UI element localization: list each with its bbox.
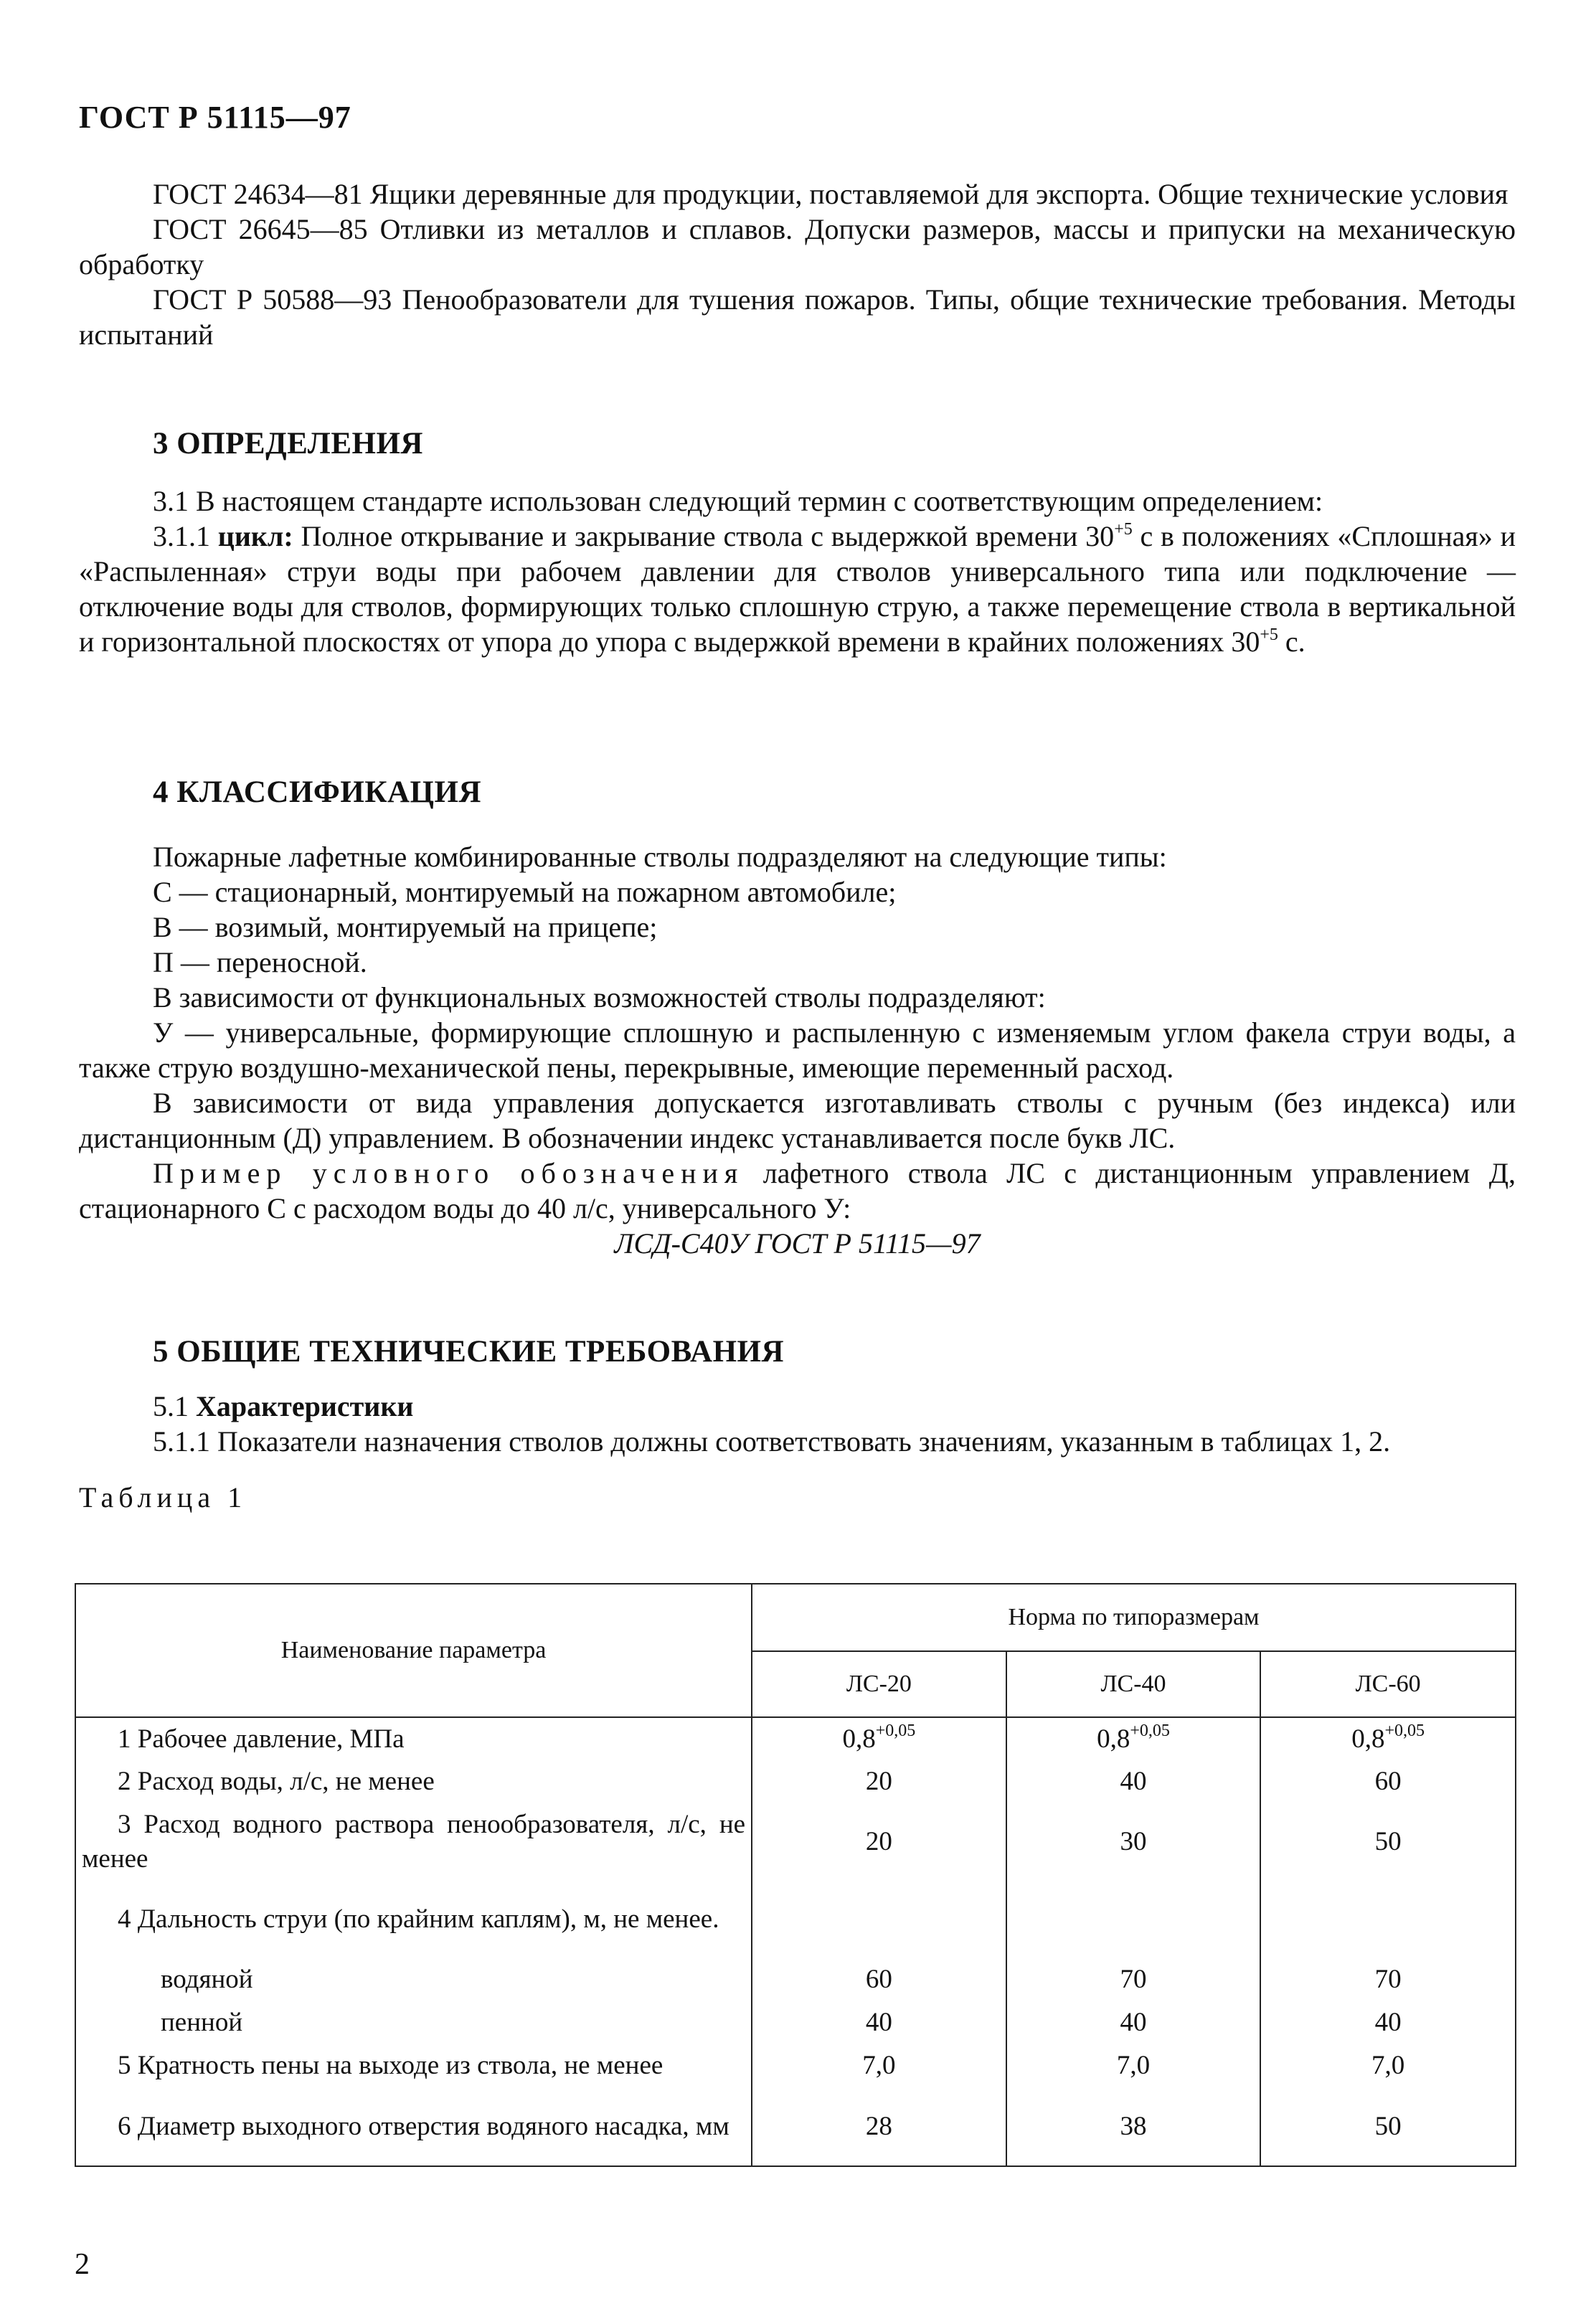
normative-references-continued <box>79 176 1516 352</box>
table-row: водяной 60 70 70 <box>75 1958 1516 2001</box>
document-header-code: ГОСТ Р 51115—97 <box>79 100 351 135</box>
page-number: 2 <box>75 2248 90 2281</box>
section-general-requirements <box>79 1334 1516 1515</box>
table-row: 4 Дальность струи (по крайним каплям), м, не менее. <box>75 1881 1516 1958</box>
column-header-ls40: ЛС-40 <box>1006 1651 1261 1717</box>
subsection-5-1: 5.1 Характеристики <box>153 1390 414 1422</box>
table-row: 5 Кратность пены на выходе из ствола, не менее 7,0 7,0 7,0 <box>75 2044 1516 2087</box>
table-row: 1 Рабочее давление, МПа $0,8^{+0,05}$ $0,8^{+0,05}$ $0,8^{+0,05}$ <box>75 1717 1516 1760</box>
section-heading: 4 КЛАССИФИКАЦИЯ <box>153 775 481 809</box>
designation-code: ЛСД-С40У ГОСТ Р 51115—97 <box>614 1227 981 1260</box>
classification-line: П — переносной. <box>153 946 367 978</box>
designation-example: Пример условного обозначения лафетного ствола ЛС с дистанционным управлением Д, стационарного С с расходом воды до 40 л/с, универсального У: <box>79 1157 1516 1224</box>
section-heading: 3 ОПРЕДЕЛЕНИЯ <box>153 427 423 461</box>
reference-item: ГОСТ 26645—85 Отливки из металлов и сплавов. Допуски размеров, массы и припуски на механическую обработку <box>79 213 1516 280</box>
classification-control: В зависимости от вида управления допускается изготавливать стволы с ручным (без индекса) или дистанционным (Д) управлением. В обозначении индекс устанавливается после букв ЛС. <box>79 1087 1516 1154</box>
paragraph-3-1-1: 3.1.1 цикл: Полное открывание и закрывание ствола с выдержкой времени $30^{+5}$ с в положениях «Сплошная» и «Распыленная» струи воды при рабочем давлении для стволов универсального типа или подключение — отключение воды для стволов, формирующих только сплошную струю, а также перемещение ствола в вертикальной и горизонтальной плоскостях от упора до упора с выдержкой времени в крайних положениях $30^{+5}$ с. <box>79 520 1516 658</box>
table-row: пенной 40 40 40 <box>75 2001 1516 2044</box>
section-heading: 5 ОБЩИЕ ТЕХНИЧЕСКИЕ ТРЕБОВАНИЯ <box>153 1335 785 1369</box>
section-classification <box>79 775 1516 1261</box>
classification-line: Пожарные лафетные комбинированные стволы подразделяют на следующие типы: <box>153 841 1167 873</box>
reference-item: ГОСТ Р 50588—93 Пенообразователи для тушения пожаров. Типы, общие технические требования. Методы испытаний <box>79 283 1516 351</box>
column-header-ls60: ЛС-60 <box>1260 1651 1516 1717</box>
column-header-group: Норма по типоразмерам <box>752 1584 1516 1651</box>
table-row: 3 Расход водного раствора пенообразователя, л/с, не менее 20 30 50 <box>75 1803 1516 1881</box>
term-cycle: цикл: <box>217 520 293 552</box>
column-header-ls20: ЛС-20 <box>752 1651 1006 1717</box>
paragraph-3-1: 3.1 В настоящем стандарте использован следующий термин с соответствующим определением: <box>153 485 1323 517</box>
classification-universal: У — универсальные, формирующие сплошную и распыленную с изменяемым углом факела струи воды, а также струю воздушно-механической пены, перекрывные, имеющие переменный расход. <box>79 1016 1516 1084</box>
classification-line: С — стационарный, монтируемый на пожарном автомобиле; <box>153 876 897 908</box>
column-header-parameter: Наименование параметра <box>75 1584 752 1717</box>
table-1 <box>75 1583 1516 2167</box>
reference-item: ГОСТ 24634—81 Ящики деревянные для продукции, поставляемой для экспорта. Общие технические условия <box>153 178 1508 210</box>
table-row: 6 Диаметр выходного отверстия водяного насадка, мм 28 38 50 <box>75 2087 1516 2166</box>
table-row: 2 Расход воды, л/с, не менее 20 40 60 <box>75 1760 1516 1803</box>
table-label: Таблица 1 <box>79 1481 247 1513</box>
section-definitions <box>79 426 1516 659</box>
classification-line: В зависимости от функциональных возможностей стволы подразделяют: <box>153 981 1046 1014</box>
paragraph-5-1-1: 5.1.1 Показатели назначения стволов должны соответствовать значениям, указанным в таблицах 1, 2. <box>153 1425 1391 1458</box>
classification-line: В — возимый, монтируемый на прицепе; <box>153 911 658 943</box>
